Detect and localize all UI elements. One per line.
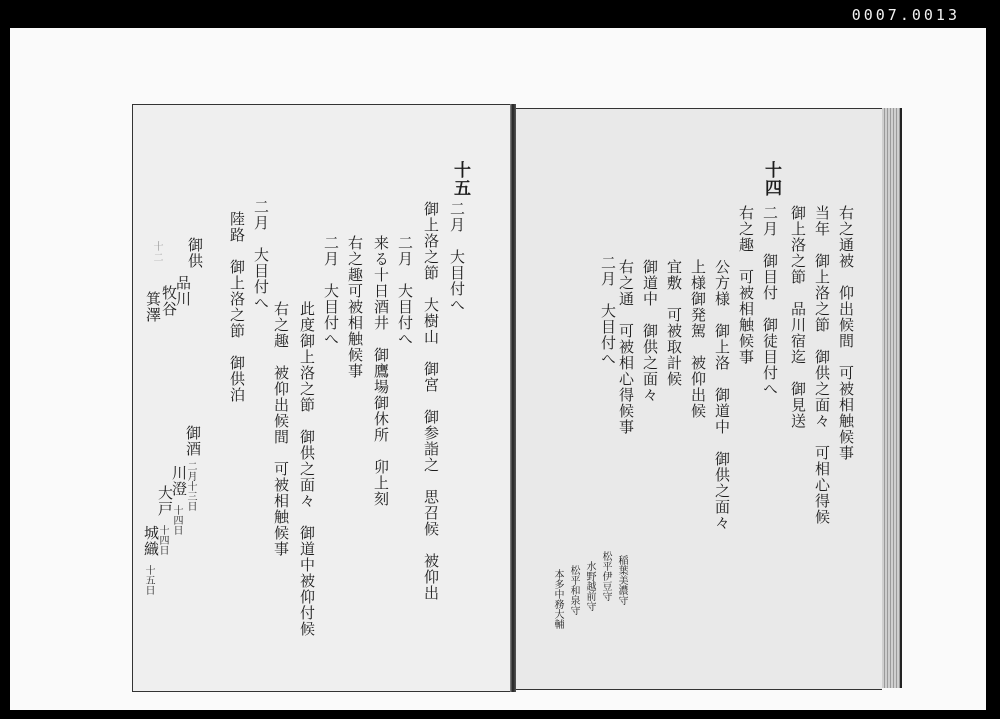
right-page <box>516 108 882 690</box>
page-edges <box>882 108 902 688</box>
left-column-9: 二月 大目付へ <box>252 199 270 311</box>
left-column-1: 二月 大目付へ <box>448 201 466 313</box>
signature-1: 稲葉美濃守 <box>616 555 627 605</box>
left-column-11: 御供 <box>186 237 204 269</box>
left-column-3: 二月 大目付へ <box>396 235 414 347</box>
left-column-5: 右之趣可被相触候事 <box>346 235 364 379</box>
dated-name-3: 大戸 <box>156 485 174 517</box>
right-column-8: 宜敷 可被取計候 <box>665 259 683 387</box>
dated-name-2: 川澄 <box>170 465 188 497</box>
left-page <box>132 104 511 692</box>
left-column-2: 御上洛之節 大樹山 御宮 御参詣之 思召候 被仰出 <box>422 201 440 601</box>
dated-date-1: 二月十三日 <box>185 461 196 511</box>
dated-name-4: 城織 <box>142 525 160 557</box>
frame-number: 0007.0013 <box>851 6 960 24</box>
right-column-3: 当年 御上洛之節 御供之面々 可相心得候 <box>813 205 831 525</box>
right-column-7: 上様御発駕 被仰出候 <box>689 259 707 419</box>
left-column-8: 右之趣 被仰出候間 可被相触候事 <box>272 301 290 557</box>
signature-2: 松平伊豆守 <box>600 551 611 601</box>
dated-date-2: 十四日 <box>171 505 182 535</box>
right-column-5: 右之趣 可被相触候事 <box>737 205 755 365</box>
right-column-1: 右之通被 仰出候間 可被相触候事 <box>837 205 855 461</box>
right-column-9: 御道中 御供之面々 <box>641 259 659 403</box>
left-column-7: 此度御上洛之節 御供之面々 御道中被仰付候 <box>298 301 316 637</box>
right-column-10: 右之通 可被相心得候事 <box>617 259 635 435</box>
left-column-13: 牧谷 <box>160 285 178 317</box>
left-column-10: 陸路 御上洛之節 御供泊 <box>228 211 246 403</box>
open-book <box>132 104 902 694</box>
right-column-4: 御上洛之節 品川宿迄 御見送 <box>789 205 807 429</box>
signature-3: 水野越前守 <box>584 561 595 611</box>
scan-sheet <box>10 28 986 710</box>
right-column-2: 二月 御目付 御徒目付へ <box>761 205 779 397</box>
left-column-14: 箕澤 <box>144 291 162 323</box>
dated-date-3: 十四日 <box>157 525 168 555</box>
left-column-6: 二月 大目付へ <box>322 235 340 347</box>
left-column-4: 来る十日酒井 御鷹場御休所 卯上刻 <box>372 235 390 507</box>
signature-4: 松平和泉守 <box>568 565 579 615</box>
dated-name-1: 御酒 <box>184 425 202 457</box>
left-column-12: 品川 <box>174 275 192 307</box>
dated-date-4: 十五日 <box>143 565 154 595</box>
signature-5: 本多中務大輔 <box>552 569 563 629</box>
right-column-6: 公方様 御上洛 御道中 御供之面々 <box>713 259 731 531</box>
right-page-number: 十四 <box>761 161 781 197</box>
margin-mark: 十二 <box>151 241 162 263</box>
left-page-number: 十五 <box>450 161 470 197</box>
right-column-11: 二月 大目付へ <box>599 255 617 367</box>
